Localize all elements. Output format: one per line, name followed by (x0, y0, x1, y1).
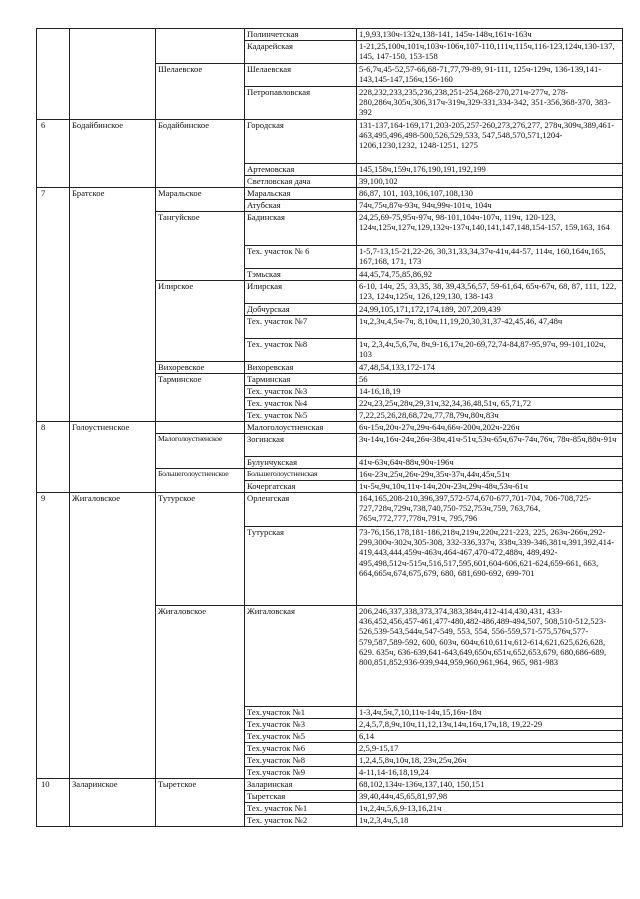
forestry-cell: Тех. участок №7 (245, 316, 357, 339)
forestry-cell: Жигаловская (245, 606, 357, 707)
quarters-cell: 1-3,4ч,5ч,7,10,11ч-14ч,15,16ч-18ч (357, 707, 623, 719)
quarters-cell: 2,4,5,7,8,9ч,10ч,11,12,13ч,14ч,16ч,17ч,18, 19,22-29 (357, 719, 623, 731)
municipality-cell: Малоголоустненское (156, 434, 245, 469)
forestry-cell: Тех.участок №8 (245, 755, 357, 767)
forestry-quarters-table (36, 28, 623, 827)
item-number: 10 (37, 779, 70, 827)
quarters-cell: 24,25,69-75,95ч-97ч, 98-101,104ч-107ч, 119ч, 120-123, 124ч,125ч,127ч,129,132ч-137ч,140,141,147,148,154-157, 159,163, 164 (357, 212, 623, 246)
item-number: 9 (37, 493, 70, 779)
table-row (37, 422, 623, 434)
quarters-cell: 206,246,337,338,373,374,383,384ч,412-414,430,431, 433-436,452,456,457-461,477-480,482-486,489-494,507, 508,510-512,523-526,539-543,544ч,547-549, 553, 554, 556-559,571-575,576ч,577-579,587,589-592, 600, 603ч, 604ч,610,611ч,612-614,621,625,626,628, 629. 635ч, 636-639,641-643,649,650ч,651ч,652,653,679, 680,686-689, 800,851,852,936-939,944,959,960,961,964, 965, 981-983 (357, 606, 623, 707)
table-row (37, 29, 623, 41)
forestry-cell: Полинчетская (245, 29, 357, 41)
quarters-cell: 6,14 (357, 731, 623, 743)
forestry-cell: Илирская (245, 281, 357, 304)
quarters-cell: 1,9,93,130ч-132ч,138-141, 145ч-148ч,161ч-163ч (357, 29, 623, 41)
quarters-cell: 4-11,14-16,18,19,24 (357, 767, 623, 779)
quarters-cell: 39,40,44ч,45,65,81,97,98 (357, 791, 623, 803)
quarters-cell: 14-16,18,19 (357, 386, 623, 398)
forestry-cell: Светловская дача (245, 176, 357, 188)
quarters-cell: 131-137,164-169,171,203-205,257-260,273,276,277, 278ч,309ч,389,461-463,495,496,498-500,526,529,533, 547,548,570,571,1204-1206,1230,1232, 1248-1251, 1275 (357, 120, 623, 164)
municipality-cell: Вихоревское (156, 362, 245, 374)
quarters-cell: 2,5,9-15,17 (357, 743, 623, 755)
forestry-cell: Тех.участок №6 (245, 743, 357, 755)
forestry-cell: Кадарейская (245, 41, 357, 64)
quarters-cell: 41ч-63ч,64ч-88ч,90ч-196ч (357, 457, 623, 469)
forestry-cell: Тутурская (245, 527, 357, 606)
forestry-cell: Городская (245, 120, 357, 164)
forestry-cell: Атубская (245, 200, 357, 212)
forestry-cell: Тех. участок №3 (245, 386, 357, 398)
quarters-cell: 74ч,75ч,87ч-93ч, 94ч,99ч-101ч, 104ч (357, 200, 623, 212)
forestry-cell: Малоголоустненская (245, 422, 357, 434)
table-row (37, 493, 623, 527)
item-number (37, 29, 70, 120)
municipality-cell: Тутурское (156, 493, 245, 606)
quarters-cell: 1,2,4,5,8ч,10ч,18, 23ч,25ч,26ч (357, 755, 623, 767)
district-cell: Голоустненское (70, 422, 156, 493)
quarters-cell: 6-10, 14ч, 25, 33,35, 38, 39,43,56,57, 59-61,64, 65ч-67ч, 68, 87, 111, 122, 123, 124ч,125ч, 126,129,130, 138-143 (357, 281, 623, 304)
forestry-cell: Тех. участок №5 (245, 410, 357, 422)
forestry-cell: Кочергатская (245, 481, 357, 493)
quarters-cell: 1ч,2,3,4ч,5,18 (357, 815, 623, 827)
forestry-cell: Тех.участок №1 (245, 707, 357, 719)
forestry-cell: Тех.участок №5 (245, 731, 357, 743)
district-cell: Бодайбинское (70, 120, 156, 188)
municipality-cell: Тарминское (156, 374, 245, 422)
quarters-cell: 145,158ч,159ч,176,190,191,192,199 (357, 164, 623, 176)
quarters-cell: 86,87, 101, 103,106,107,108,130 (357, 188, 623, 200)
quarters-cell: 47,48,54,133,172-174 (357, 362, 623, 374)
forestry-cell: Петропавловская (245, 87, 357, 120)
district-cell: Заларинское (70, 779, 156, 827)
quarters-cell: 1ч,2,4ч,5,6,9-13,16,21ч (357, 803, 623, 815)
table-body (37, 29, 623, 827)
quarters-cell: 68,102,134ч-136ч,137,140, 150,151 (357, 779, 623, 791)
forestry-cell: Тех. участок №4 (245, 398, 357, 410)
forestry-cell: Тех. участок №1 (245, 803, 357, 815)
municipality-cell: Бодайбинское (156, 120, 245, 188)
forestry-cell: Вихоревская (245, 362, 357, 374)
item-number: 7 (37, 188, 70, 422)
municipality-cell: Шелаевское (156, 64, 245, 120)
quarters-cell: 1ч,2,3ч,4,5ч-7ч, 8,10ч,11,19,20,30,31,37-42,45,46, 47,48ч (357, 316, 623, 339)
forestry-cell: Шелаевская (245, 64, 357, 87)
forestry-cell: Тех. участок №2 (245, 815, 357, 827)
forestry-cell: Орленгская (245, 493, 357, 527)
quarters-cell: 44,45,74,75,85,86,92 (357, 269, 623, 281)
municipality-cell (156, 422, 245, 434)
municipality-cell: Жигаловское (156, 606, 245, 779)
municipality-cell (156, 29, 245, 64)
forestry-cell: Большеголоустненская (245, 469, 357, 481)
item-number: 8 (37, 422, 70, 493)
quarters-cell: 1-5,7-13,15-21,22-26, 30,31,33,34,37ч-41ч,44-57, 114ч, 160,164ч,165, 167,168, 171, 173 (357, 246, 623, 269)
quarters-cell: 228,232,233,235,236,238,251-254,268-270,271ч-277ч, 278-280,286ч,305ч,306,317ч-319ч,329-331,334-342, 351-356,368-370, 383-392 (357, 87, 623, 120)
district-cell (70, 29, 156, 120)
table-row (37, 188, 623, 200)
quarters-cell: 7,22,25,26,28,68,72ч,77,78,79ч,80ч,83ч (357, 410, 623, 422)
quarters-cell: 73-76,156,178,181-186,218ч,219ч,220ч,221-223, 225, 263ч-266ч,292-299,300ч-302ч,305-308, 332-336,337ч, 338ч,339-346,381ч,391,392,414-419,443,444,459ч-463ч,464-467,470-472,488ч, 489,492-495,498,512ч-515ч,516,517,595,601,604-606,621-624,659-661, 663, 664,665ч,674,675,679, 680, 681,690-692, 699-701 (357, 527, 623, 606)
quarters-cell: 56 (357, 374, 623, 386)
municipality-cell: Маральское (156, 188, 245, 212)
forestry-cell: Заларинская (245, 779, 357, 791)
forestry-cell: Булунчукская (245, 457, 357, 469)
municipality-cell: Тангуйское (156, 212, 245, 281)
table-row (37, 120, 623, 164)
forestry-cell: Добчурская (245, 304, 357, 316)
forestry-cell: Тех. участок №8 (245, 339, 357, 362)
district-cell: Жигаловское (70, 493, 156, 779)
forestry-cell: Зогинская (245, 434, 357, 457)
item-number: 6 (37, 120, 70, 188)
quarters-cell: 1-21,25,100ч,101ч,103ч-106ч,107-110,111ч,115ч,116-123,124ч,130-137, 145, 147-150, 153-158 (357, 41, 623, 64)
forestry-cell: Тех.участок №9 (245, 767, 357, 779)
quarters-cell: 5-6,7ч,45-52,57-66,68-71,77,79-89, 91-111, 125ч-129ч, 136-139,141-143,145-147,156ч,156-160 (357, 64, 623, 87)
district-cell: Братское (70, 188, 156, 422)
quarters-cell: 1ч, 2,3,4ч,5,6,7ч, 8ч,9-16,17ч,20-69,72,74-84,87-95,97ч, 99-101,102ч, 103 (357, 339, 623, 362)
forestry-cell: Бадинская (245, 212, 357, 246)
municipality-cell: Илирское (156, 281, 245, 362)
forestry-cell: Маральская (245, 188, 357, 200)
forestry-cell: Тыретская (245, 791, 357, 803)
municipality-cell: Тыретское (156, 779, 245, 827)
forestry-cell: Тэмьская (245, 269, 357, 281)
quarters-cell: 1ч-5ч,9ч,10ч,11ч-14ч,20ч-23ч,29ч-48ч,53ч-61ч (357, 481, 623, 493)
table-row (37, 779, 623, 791)
forestry-cell: Тех. участок № 6 (245, 246, 357, 269)
forestry-cell: Тех.участок №3 (245, 719, 357, 731)
forestry-cell: Тарминская (245, 374, 357, 386)
municipality-cell: Большеголоустненское (156, 469, 245, 493)
quarters-cell: 6ч-15ч,20ч-27ч,29ч-64ч,66ч-200ч,202ч-226ч (357, 422, 623, 434)
quarters-cell: 3ч-14ч,16ч-24ч,26ч-38ч,41ч-51ч,53ч-65ч,67ч-74ч,76ч, 78ч-85ч,88ч-91ч (357, 434, 623, 457)
quarters-cell: 164,165,208-210,396,397,572-574,670-677,701-704, 706-708,725-727,728ч,729ч,738,740,750-752,753ч,759, 763,764, 765ч,772,777,778ч,791ч, 795,796 (357, 493, 623, 527)
forestry-cell: Артемовская (245, 164, 357, 176)
quarters-cell: 16ч-23ч,25ч,26ч-29ч,35ч-37ч,44ч,45ч,51ч (357, 469, 623, 481)
quarters-cell: 24,99,105,171,172,174,189, 207,209,439 (357, 304, 623, 316)
quarters-cell: 22ч,23,25ч,28ч,29,31ч,32,34,36,48,51ч, 65,71,72 (357, 398, 623, 410)
quarters-cell: 39,100,102 (357, 176, 623, 188)
